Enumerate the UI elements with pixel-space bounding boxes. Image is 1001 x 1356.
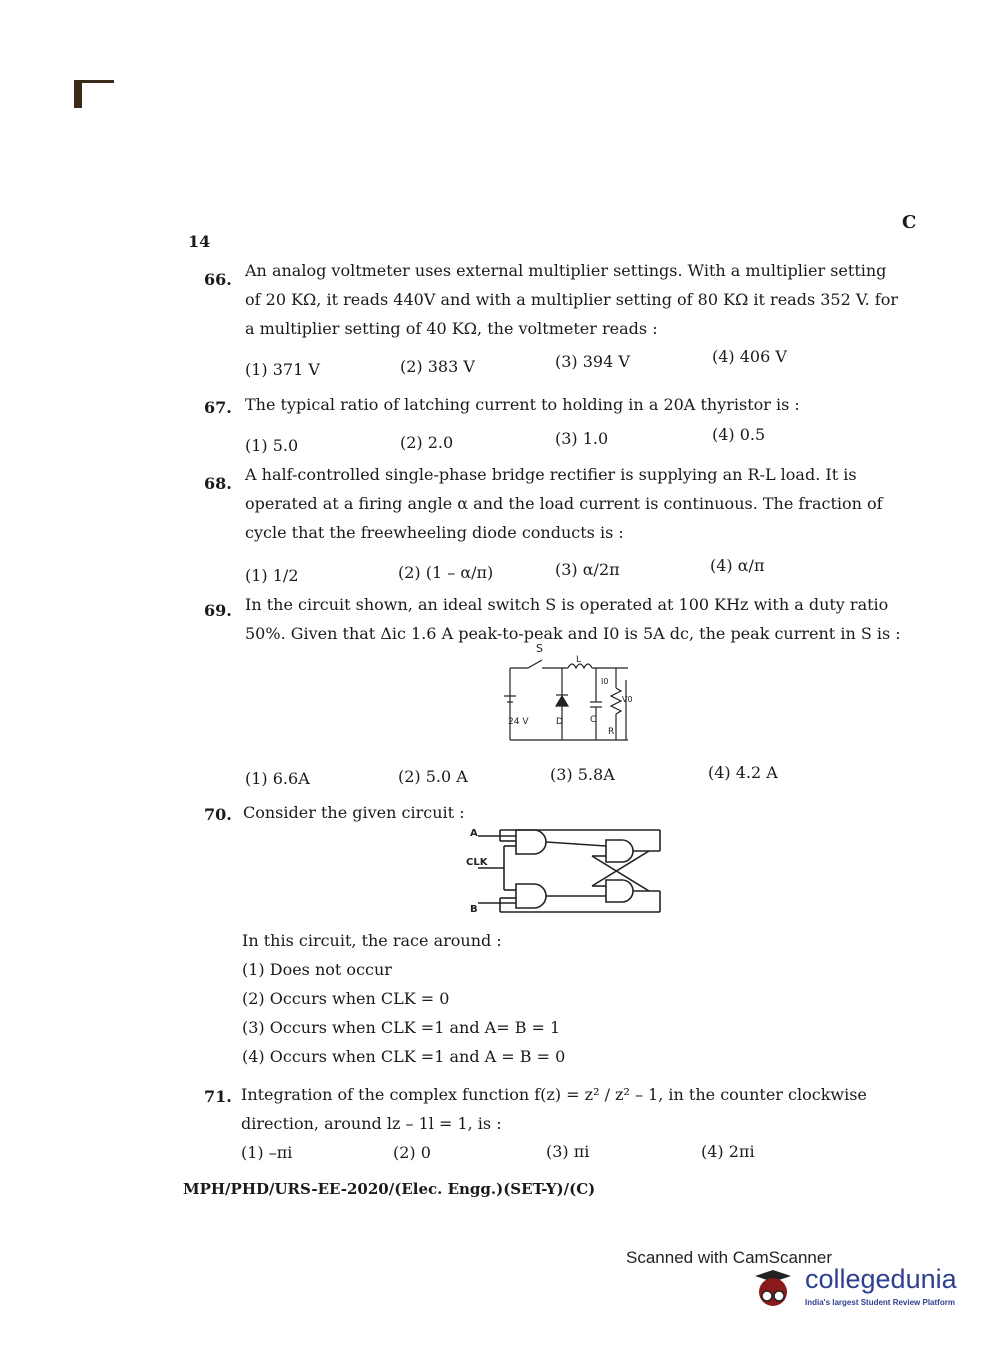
voltage-label: V0	[622, 695, 633, 704]
switch-label: S	[536, 642, 543, 655]
question-text: Integration of the complex function f(z) = z² / z² – 1, in the counter clockwise direction, around lz – 1l = 1, is :	[241, 1085, 867, 1133]
inductor-label: L	[576, 655, 582, 665]
current-label: I0	[601, 677, 609, 686]
source-label: 24 V	[508, 717, 529, 727]
input-a-label: A	[470, 828, 478, 839]
brand-tagline: India's largest Student Review Platform	[805, 1298, 955, 1307]
option: (1) 371 V	[245, 360, 320, 379]
option: (4) α/π	[710, 556, 765, 575]
option: (2) 2.0	[400, 433, 454, 452]
question-number: 67.	[204, 398, 232, 417]
input-clk-label: CLK	[466, 857, 488, 868]
option: (2) Occurs when CLK = 0	[242, 989, 450, 1008]
flip-flop-circuit-diagram	[464, 824, 674, 916]
option: (2) 383 V	[400, 357, 475, 376]
option: (3) Occurs when CLK =1 and A= B = 1	[242, 1018, 561, 1037]
option: (1) 5.0	[245, 436, 299, 455]
question-text: An analog voltmeter uses external multiplier settings. With a multiplier setting of 20 KΩ, it reads 440V and with a multiplier setting of 80 KΩ it reads 352 V. for a multiplier setting of 40 KΩ, the voltmeter reads :	[245, 261, 898, 338]
question-subtext: In this circuit, the race around :	[242, 931, 502, 950]
option: (2) 5.0 A	[398, 767, 468, 786]
option: (2) 0	[393, 1143, 431, 1162]
brand-name: collegedunia	[805, 1264, 957, 1294]
footer-paper-code: MPH/PHD/URS-EE-2020/(Elec. Engg.)(SET-Y)/(C)	[183, 1180, 596, 1198]
option: (4) Occurs when CLK =1 and A = B = 0	[242, 1047, 566, 1066]
capacitor-label: C	[590, 715, 597, 725]
set-code: C	[902, 212, 917, 233]
question-number: 69.	[204, 601, 232, 620]
dc-chopper-circuit-diagram	[498, 640, 638, 750]
input-b-label: B	[470, 904, 478, 915]
option: (3) 394 V	[555, 352, 630, 371]
option: (4) 4.2 A	[708, 763, 778, 782]
option: (3) 5.8A	[550, 765, 615, 784]
question-number: 70.	[204, 805, 232, 824]
option: (3) 1.0	[555, 429, 609, 448]
question-number: 68.	[204, 474, 232, 493]
page-number: 14	[188, 232, 211, 251]
option: (1) Does not occur	[242, 960, 392, 979]
collegedunia-logo	[745, 1264, 975, 1324]
resistor-label: R	[608, 727, 615, 737]
question-text: The typical ratio of latching current to holding in a 20A thyristor is :	[245, 395, 800, 414]
question-number: 71.	[204, 1087, 232, 1106]
option: (4) 406 V	[712, 347, 787, 366]
option: (2) (1 – α/π)	[398, 563, 494, 582]
option: (1) 6.6A	[245, 769, 310, 788]
diode-label: D	[556, 717, 563, 727]
binder-edge-mark	[74, 80, 116, 108]
question-text: Consider the given circuit :	[243, 803, 465, 822]
option: (1) –πi	[241, 1143, 293, 1162]
scanner-watermark: Scanned with CamScanner	[626, 1248, 833, 1267]
option: (1) 1/2	[245, 566, 299, 585]
option: (4) 0.5	[712, 425, 766, 444]
option: (4) 2πi	[701, 1142, 755, 1161]
question-text: In the circuit shown, an ideal switch S is operated at 100 KHz with a duty ratio 50%. Given that Δic 1.6 A peak-to-peak and I0 is 5A dc, the peak current in S is :	[245, 595, 901, 643]
question-number: 66.	[204, 270, 232, 289]
option: (3) α/2π	[555, 560, 620, 579]
question-text: A half-controlled single-phase bridge rectifier is supplying an R-L load. It is operated at a firing angle α and the load current is continuous. The fraction of cycle that the freewheeling diode conducts is :	[245, 465, 883, 542]
option: (3) πi	[546, 1142, 590, 1161]
mascot-icon	[745, 1268, 799, 1312]
